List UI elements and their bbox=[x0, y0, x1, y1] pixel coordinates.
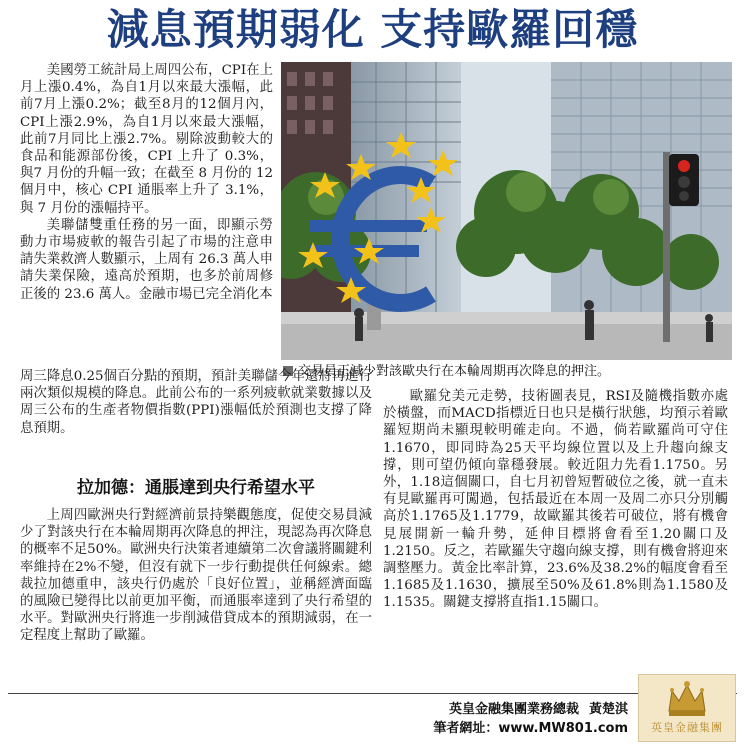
paragraph-technical: 歐羅兌美元走勢，技術圖表見，RSI及隨機指數亦處於橫盤，而MACD指標近日也只是橫行狀態，均預示着歐羅短期尚未顯現較明確走向。不過，倘若歐羅尚可守住1.1670，即同時為25天平均線位置以及上升趨向線支撐，則可望仍傾向靠穩發展。較近阻力先看1.1750。另外，1.18這個關口，自七月初曾短暫破位之後，就一直未有見歐羅再可闖過，包括最近在本周一及周二亦只分別觸高於1.1765及1.1779，故歐羅其後若可破位，將有機會見展開新一輪升勢，延伸目標將會看至1.20關口及1.2150。反之，若歐羅失守趨向線支撐，則有機會將迎來調整壓力。黃金比率計算，23.6%及38.2%的幅度會看至1.1685及1.1630，擴展至50%及61.8%則為1.1580及1.1535。關鍵支撐將直指1.15關口。 bbox=[383, 389, 728, 611]
website-link[interactable]: www.MW801.com bbox=[498, 721, 628, 736]
euro-sculpture-photo bbox=[281, 62, 732, 360]
byline bbox=[402, 700, 628, 738]
article-column-left-bottom bbox=[20, 507, 372, 645]
article-column-right bbox=[383, 388, 728, 612]
logo-text: 英皇金融集團 bbox=[651, 721, 723, 734]
caption-text: 交易員正減少對該歐央行在本輪周期再次降息的押注。 bbox=[298, 364, 611, 379]
article-column-left-wide bbox=[20, 368, 372, 437]
crown-icon bbox=[639, 675, 735, 719]
subhead-lagarde: 拉加德：通脹達到央行希望水平 bbox=[77, 478, 315, 498]
paragraph-labor-continued: 周三降息0.25個百分點的預期，預計美聯儲今年還將再進行兩次類似規模的降息。此前公布的一系列疲軟就業數據以及周三公布的生產者物價指數(PPI)漲幅低於預測也支撐了降息預期。 bbox=[20, 369, 372, 436]
headline: 減息預期弱化 支持歐羅回穩 bbox=[106, 5, 639, 54]
article-column-left-top bbox=[20, 62, 273, 303]
paragraph-ecb: 上周四歐洲央行對經濟前景持樂觀態度，促使交易員減少了對該央行在本輪周期再次降息的押注，現認為再次降息的概率不足50%。歐洲央行決策者連續第二次會議將關鍵利率維持在2%不變，但沒有就下一步行動提供任何線索。總裁拉加德重申，該央行仍處於「良好位置」，並稱經濟面臨的風險已變得比以前更加平衡，而通脹率達到了央行希望的水平。對歐洲央行將進一步削減借貸成本的預期減弱，在一定程度上幫助了歐羅。 bbox=[20, 508, 372, 644]
footer-divider bbox=[8, 693, 737, 694]
author-name: 黃楚淇 bbox=[588, 702, 628, 717]
website-label: 筆者網址： bbox=[433, 721, 499, 736]
author-title: 英皇金融集團業務總裁 bbox=[448, 702, 579, 717]
paragraph-labor-top: 美聯儲雙重任務的另一面，即顯示勞動力市場疲軟的報告引起了市場的注意申請失業救濟人數顯示，上周有 26.3 萬人申請失業保險，遠高於預期，也多於前周修正後的 23.6 萬人。金融市場已完全消化本 bbox=[20, 217, 273, 302]
paragraph-cpi: 美國勞工統計局上周四公布，CPI在上月上漲0.4%，為自1月以來最大漲幅，此前7月上漲0.2%；截至8月的12個月內，CPI上漲2.9%，為自1月以來最大漲幅，此前7月同比上漲2.7%。剔除波動較大的食品和能源部份後，CPI 上升了 0.3%，與7 月份的升幅一致；在截至 8 月份的 12 個月中，核心 CPI 通脹率上升了 3.1%，與 7 月份的漲幅持平。 bbox=[20, 63, 273, 216]
euro-sculpture-illustration bbox=[281, 62, 732, 360]
emperor-financial-logo bbox=[638, 674, 736, 742]
